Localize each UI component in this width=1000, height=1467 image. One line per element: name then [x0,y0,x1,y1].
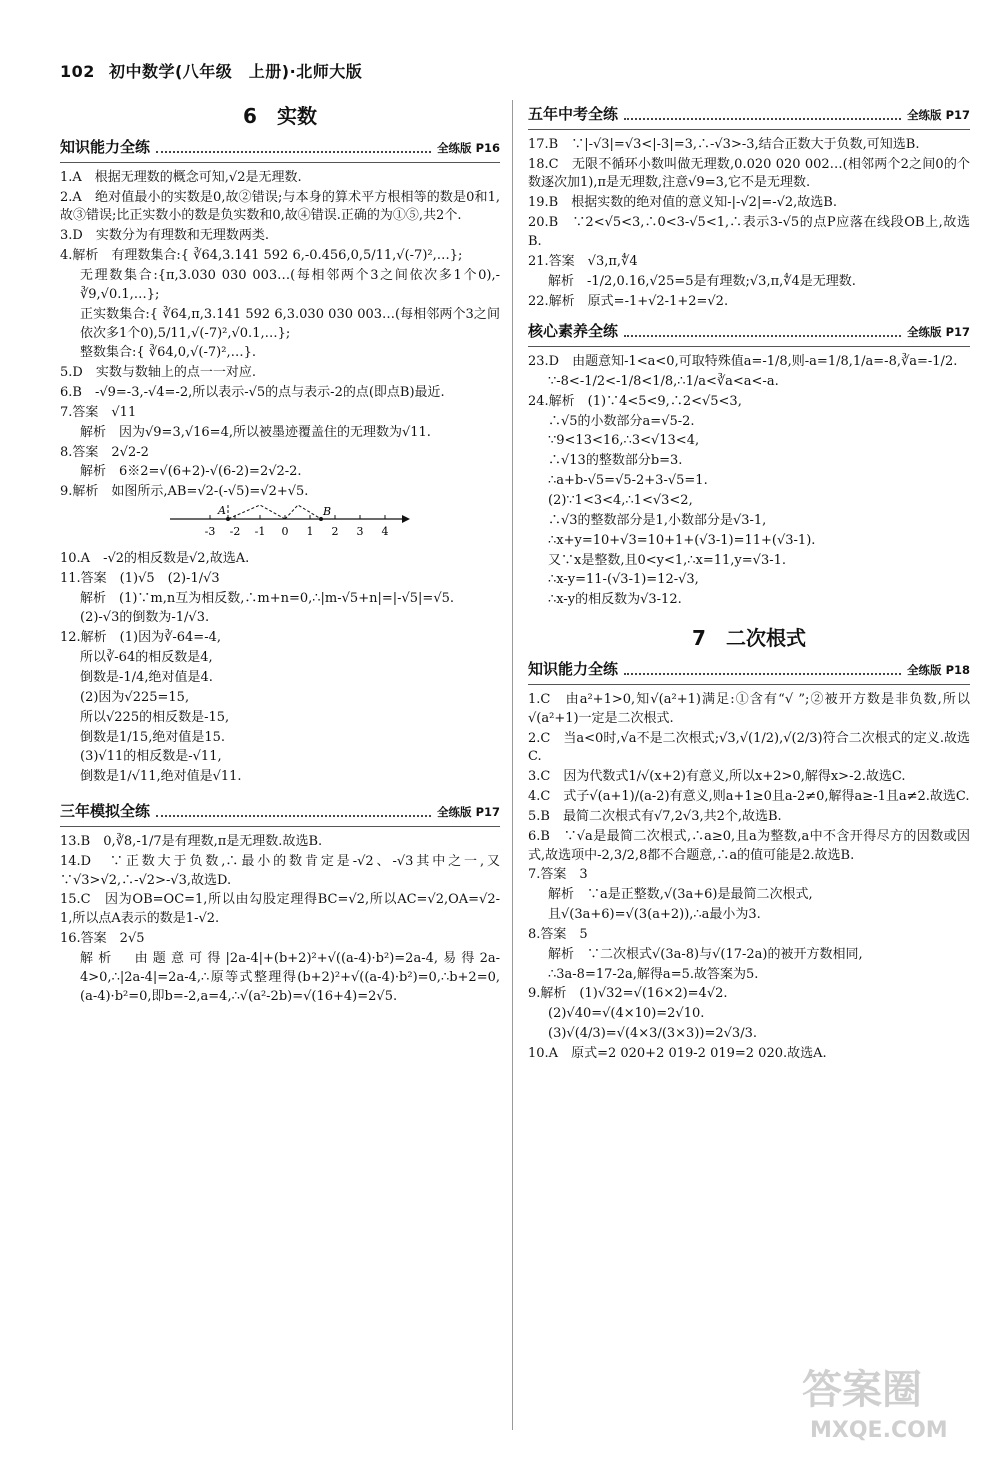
answer-item: 解析 ∵二次根式√(3a-8)与√(17-2a)的被开方数相同, [548,946,863,962]
point-a-label: A [218,505,226,518]
answer-item: 5.D 实数与数轴上的点一一对应. [60,365,256,381]
answer-item: 4.C 式子√(a+1)/(a-2)有意义,则a+1≥0且a-2≠0,解得a≥-1且a≠2.故选C. [528,789,970,805]
tick-label: -1 [254,525,266,539]
answer-item: 2.C 当a<0时,√a不是二次根式;√3,√(1/2),√(2/3)符合二次根式的定义.故选C. [528,730,970,765]
answer-item: 无理数集合:{π,3.030 030 003…(每相邻两个3之间依次多1个0),-∛9,√0.1,…}; [80,267,500,302]
section-title: 五年中考全练 [528,105,619,123]
watermark-logo [782,1357,982,1447]
answer-item: 所以∛-64的相反数是4, [80,650,213,666]
page-header [60,60,362,83]
answer-item: 6.B ∵√a是最简二次根式,∴a≥0,且a为整数,a中不含开得尽方的因数或因式,故选项中-2,3/2,8都不合题意,∴a的值可能是2.故选B. [528,828,970,863]
answer-item: 所以√225的相反数是-15, [80,709,230,725]
answer-item: 14.D ∵正数大于负数,∴最小的数肯定是-√2、-√3其中之一,又∵√3>√2,∴-√2>-√3,故选D. [60,853,500,888]
answer-item: 10.A -√2的相反数是√2,故选A. [60,550,250,566]
answer-item: 7.答案 √11 [60,404,137,420]
answer-item: 且√(3a+6)=√(3(a+2)),∴a最小为3. [548,907,761,923]
answer-item: 倒数是-1/4,绝对值是4. [80,670,213,685]
answer-item: 解析 因为√9=3,√16=4,所以被墨迹覆盖住的无理数为√11. [80,424,431,440]
point-b-label: B [323,505,332,519]
answer-item: 正实数集合:{ ∛64,π,3.141 592 6,3.030 030 003…(每相邻两个3之间依次多1个0),5/11,√(-7)²,√0.1,…}; [80,306,500,341]
section-title: 核心素养全练 [528,322,619,341]
answer-item: 11.答案 (1)√5 (2)-1/√3 [60,570,220,586]
answer-item: 9.解析 如图所示,AB=√2-(-√5)=√2+√5. [60,484,309,500]
leader-dots [156,143,431,153]
watermark-en: MXQE.COM [810,1418,948,1443]
section-ref: 全练版 P17 [437,804,500,819]
answer-item: (3)√(4/3)=√(4×3/(3×3))=2√3/3. [548,1026,757,1042]
leader-dots [156,807,431,817]
answer-item: 倒数是1/√11,绝对值是√11. [80,769,242,785]
tick-label: 3 [356,525,364,539]
answer-item: 3.C 因为代数式1/√(x+2)有意义,所以x+2>0,解得x>-2.故选C. [528,769,906,785]
section-header [60,137,500,163]
leader-dots [624,110,901,120]
section-header [528,659,970,685]
answer-item: 又∵x是整数,且0<y<1,∴x=11,y=√3-1. [548,552,787,568]
answer-item: 17.B ∵|-√3|=√3<|-3|=3,∴-√3>-3,结合正数大于负数,可知选B. [528,136,920,152]
section-ref: 全练版 P17 [907,107,970,122]
tick-label: -2 [229,525,241,539]
watermark-cn: 答案圈 [802,1367,922,1413]
chapter-title: 6 实数 [243,104,317,128]
answer-item: 21.答案 √3,π,∜4 [528,253,638,269]
tick-label: 4 [381,525,389,539]
answer-item: 15.C 因为OB=OC=1,所以由勾股定理得BC=√2,所以AC=√2,OA=√2-1,所以点A表示的数是1-√2. [60,892,500,927]
answer-item: 1.C 由a²+1>0,知√(a²+1)满足:①含有“√ ”;②被开方数是非负数,所以√(a²+1)一定是二次根式. [528,691,970,726]
answer-item: 1.A 根据无理数的概念可知,√2是无理数. [60,169,302,185]
answer-item: 3.D 实数分为有理数和无理数两类. [60,228,269,244]
answer-item: (2)因为√225=15, [80,689,190,705]
answer-item: 10.A 原式=2 020+2 019-2 019=2 020.故选A. [528,1046,827,1061]
answer-item: ∴x-y的相反数为√3-12. [548,592,682,608]
answer-item: ∴√13的整数部分b=3. [548,453,683,469]
answer-item: ∴x-y=11-(√3-1)=12-√3, [548,572,699,588]
tick-label: 0 [281,525,289,539]
section-title: 三年模拟全练 [60,802,151,821]
answer-item: 解析 6※2=√(6+2)-√(6-2)=2√2-2. [80,464,302,480]
answer-item: (2)√40=√(4×10)=2√10. [548,1006,705,1022]
answer-item: 13.B 0,∛8,-1/7是有理数,π是无理数.故选B. [60,833,323,849]
leader-dots [624,327,901,337]
section-ref: 全练版 P18 [907,662,970,677]
tick-label: -3 [204,525,216,539]
answer-item: 5.B 最简二次根式有√7,2√3,共2个,故选B. [528,808,782,824]
answer-item: 12.解析 (1)因为∛-64=-4, [60,630,221,646]
answer-item: ∵9<13<16,∴3<√13<4, [548,433,700,449]
right-column [528,100,970,1065]
answer-item: (3)√11的相反数是-√11, [80,749,222,765]
answer-item: ∵-8<-1/2<-1/8<1/8,∴1/a<∛a<a<-a. [548,373,779,389]
answer-item: 19.B 根据实数的绝对值的意义知-|-√2|=-√2,故选B. [528,195,837,211]
column-divider [512,100,513,1430]
section-ref: 全练版 P16 [437,140,500,155]
answer-item: ∴3a-8=17-2a,解得a=5.故答案为5. [548,966,759,982]
book-title: 初中数学(八年级 上册)·北师大版 [108,62,363,81]
answer-item: ∴a+b-√5=√5-2+3-√5=1. [548,473,708,489]
answer-item: 2.A 绝对值最小的实数是0,故②错误;与本身的算术平方根相等的数是0和1,故③错误;比正实数小的数是负实数和0,故④错误.正确的为①⑤,共2个. [60,189,500,224]
section-header [528,104,970,130]
answer-item: 9.解析 (1)√32=√(16×2)=4√2. [528,986,728,1002]
answer-item: ∴x+y=10+√3=10+1+(√3-1)=11+(√3-1). [548,532,816,548]
section-ref: 全练版 P17 [907,324,970,339]
answer-item: 8.答案 5 [528,926,588,942]
page-number: 102 [60,62,95,81]
answer-item: 解析 ∵a是正整数,√(3a+6)是最简二次根式, [548,887,813,903]
answer-item: 6.B -√9=-3,-√4=-2,所以表示-√5的点与表示-2的点(即点B)最近. [60,385,445,401]
answer-item: 16.答案 2√5 [60,931,145,947]
section-header [60,801,500,827]
answer-item: ∴√3的整数部分是1,小数部分是√3-1, [548,512,767,528]
answer-item: (2)-√3的倒数为-1/√3. [80,610,210,626]
section-title: 知识能力全练 [60,138,151,156]
answer-item: 8.答案 2√2-2 [60,444,149,460]
answer-item: 22.解析 原式=-1+√2-1+2=√2. [528,293,729,309]
chapter-title: 7 二次根式 [692,626,806,651]
answer-item: 解析 -1/2,0.16,√25=5是有理数;√3,π,∜4是无理数. [548,273,856,289]
answer-item: 倒数是1/15,绝对值是15. [80,729,225,745]
answer-item: 24.解析 (1)∵4<5<9,∴2<√5<3, [528,393,742,409]
tick-label: 2 [331,525,339,539]
answer-item: 解析 (1)∵m,n互为相反数,∴m+n=0,∴|m-√5+n|=|-√5|=√5. [80,590,455,606]
answer-item: 解析 由题意可得|2a-4|+(b+2)²+√((a-4)·b²)=2a-4,易得2a-4>0,∴|2a-4|=2a-4,∴原等式整理得(b+2)²+√((a-4)·b²)=0,∴b+2=0,(a-4)·b²=0,即b=-2,a=4,∴√(a²-2b)=√(16+4)=2√5. [80,950,500,1004]
number-line-figure [170,505,410,541]
answer-item: 4.解析 有理数集合:{ ∛64,3.141 592 6,-0.456,0,5/11,√(-7)²,…}; [60,248,463,264]
answer-item: 整数集合:{ ∛64,0,√(-7)²,…}. [80,345,256,361]
section-header [528,321,970,347]
section-title: 知识能力全练 [528,660,619,679]
answer-item: 18.C 无限不循环小数叫做无理数,0.020 020 002…(相邻两个2之间0的个数逐次加1),π是无理数,注意√9=3,它不是无理数. [528,156,970,191]
answer-item: ∴√5的小数部分a=√5-2. [548,413,695,429]
tick-label: 1 [306,525,314,539]
answer-item: 7.答案 3 [528,867,588,883]
answer-item: 20.B ∵2<√5<3,∴0<3-√5<1,∴表示3-√5的点P应落在线段OB上,故选B. [528,215,970,249]
leader-dots [624,665,901,675]
answer-item: (2)∵1<3<4,∴1<√3<2, [548,493,693,508]
answer-item: 23.D 由题意知-1<a<0,可取特殊值a=-1/8,则-a=1/8,1/a=-8,∛a=-1/2. [528,354,958,370]
left-column [60,100,500,1007]
